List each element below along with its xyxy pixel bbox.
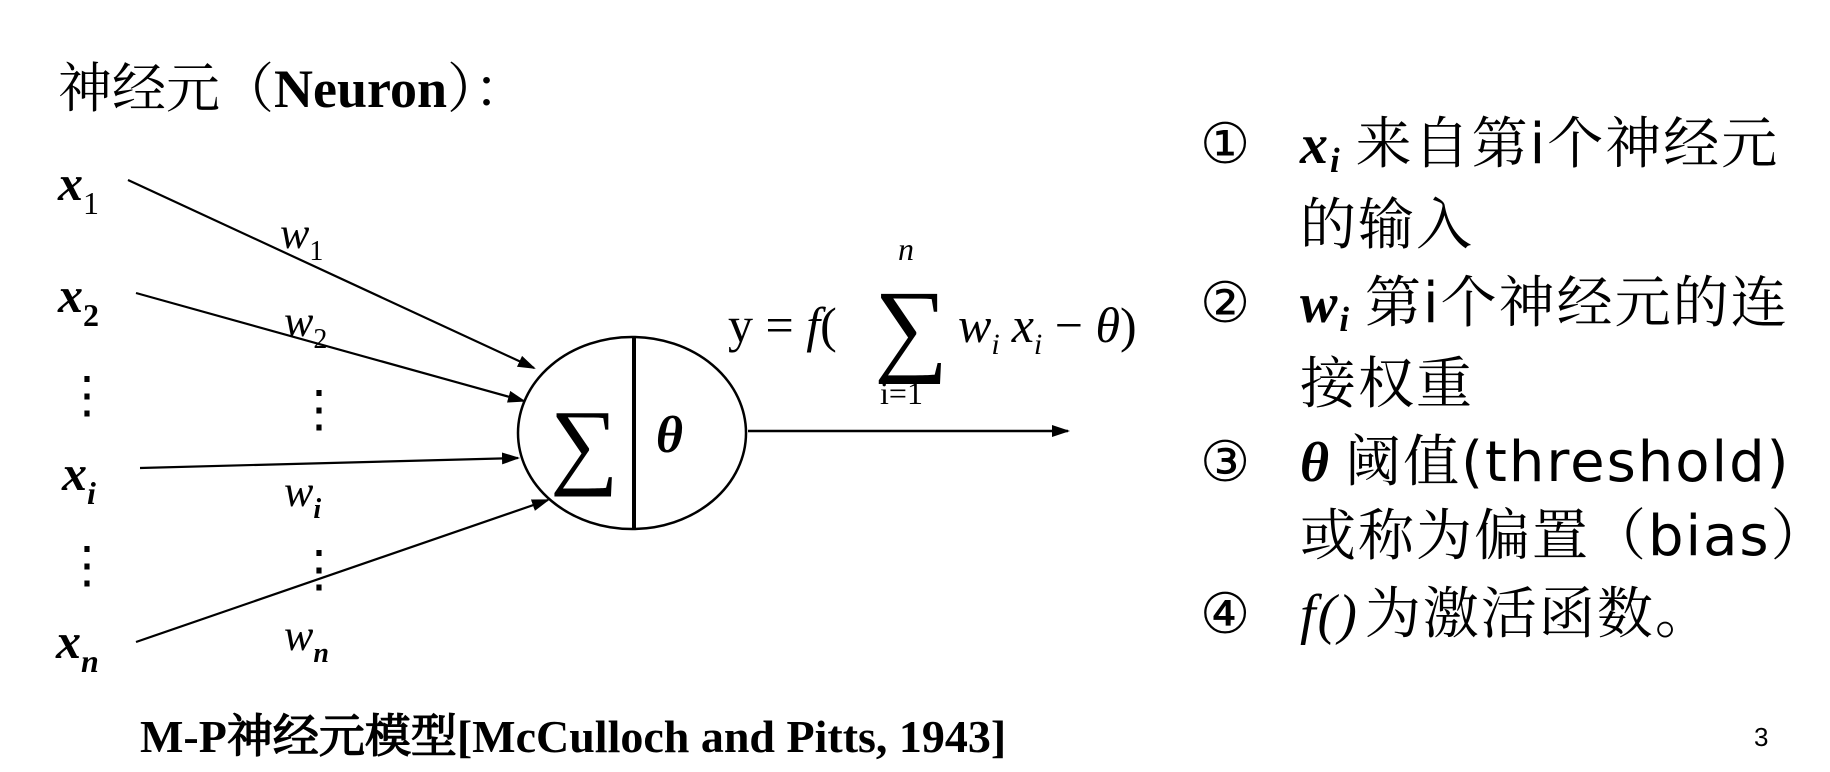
threshold-symbol: θ [656, 407, 683, 464]
input-vdots-1: ⋮ [62, 367, 112, 423]
note-text: 第i个神经元的连接权重 [1300, 271, 1789, 417]
edge-x1 [128, 180, 534, 368]
weight-wn: $w_n$ [284, 611, 329, 669]
note-symbol: wi [1300, 273, 1352, 339]
note-function: f() [1300, 584, 1359, 646]
edge-xi [140, 458, 518, 468]
edge-xn [136, 500, 548, 642]
sum-symbol: ∑ [550, 390, 619, 497]
note-number: ② [1200, 271, 1253, 336]
input-vdots-2: ⋮ [62, 537, 112, 593]
weight-w1: $w_1$ [280, 209, 324, 267]
input-xn: $x_n$ [56, 613, 99, 679]
weight-wi: $w_i$ [284, 467, 322, 525]
weight-w2: $w_2$ [284, 297, 328, 355]
output-formula: y = f( [728, 297, 837, 353]
notes-list [1200, 108, 1830, 656]
note-item-1 [1200, 108, 1830, 263]
title-zh-end: ）： [447, 57, 529, 120]
note-symbol: θ [1300, 432, 1332, 494]
weight-vdots-1: ⋮ [294, 381, 344, 437]
note-text: 阈值(threshold)或称为偏置（bias） [1300, 430, 1829, 569]
formula-sum: ∑ [874, 270, 949, 385]
note-symbol: xi [1300, 114, 1342, 180]
note-text: 来自第i个神经元的输入 [1300, 112, 1780, 258]
note-text: 为激活函数。 [1364, 582, 1713, 647]
figure-caption: M-P神经元模型[McCulloch and Pitts, 1943] [140, 711, 1007, 762]
note-number: ③ [1200, 430, 1253, 495]
note-item-3 [1200, 426, 1830, 574]
input-xi: $x_i$ [62, 445, 96, 511]
note-item-2 [1200, 267, 1830, 422]
formula-body: $w_i$ $x_i - \theta$) [958, 297, 1137, 361]
weight-vdots-2: ⋮ [294, 541, 344, 597]
input-x2: $x_2$ [58, 267, 99, 333]
note-item-4 [1200, 578, 1830, 652]
note-number: ④ [1200, 582, 1253, 647]
page-number: 3 [1754, 722, 1769, 752]
title-zh: 神经元（ [58, 57, 274, 120]
formula-upper: n [898, 231, 914, 267]
note-number: ① [1200, 112, 1253, 177]
formula-lower: i=1 [880, 375, 923, 411]
title-en: Neuron [274, 59, 448, 119]
input-x1: $x_1$ [58, 155, 99, 221]
